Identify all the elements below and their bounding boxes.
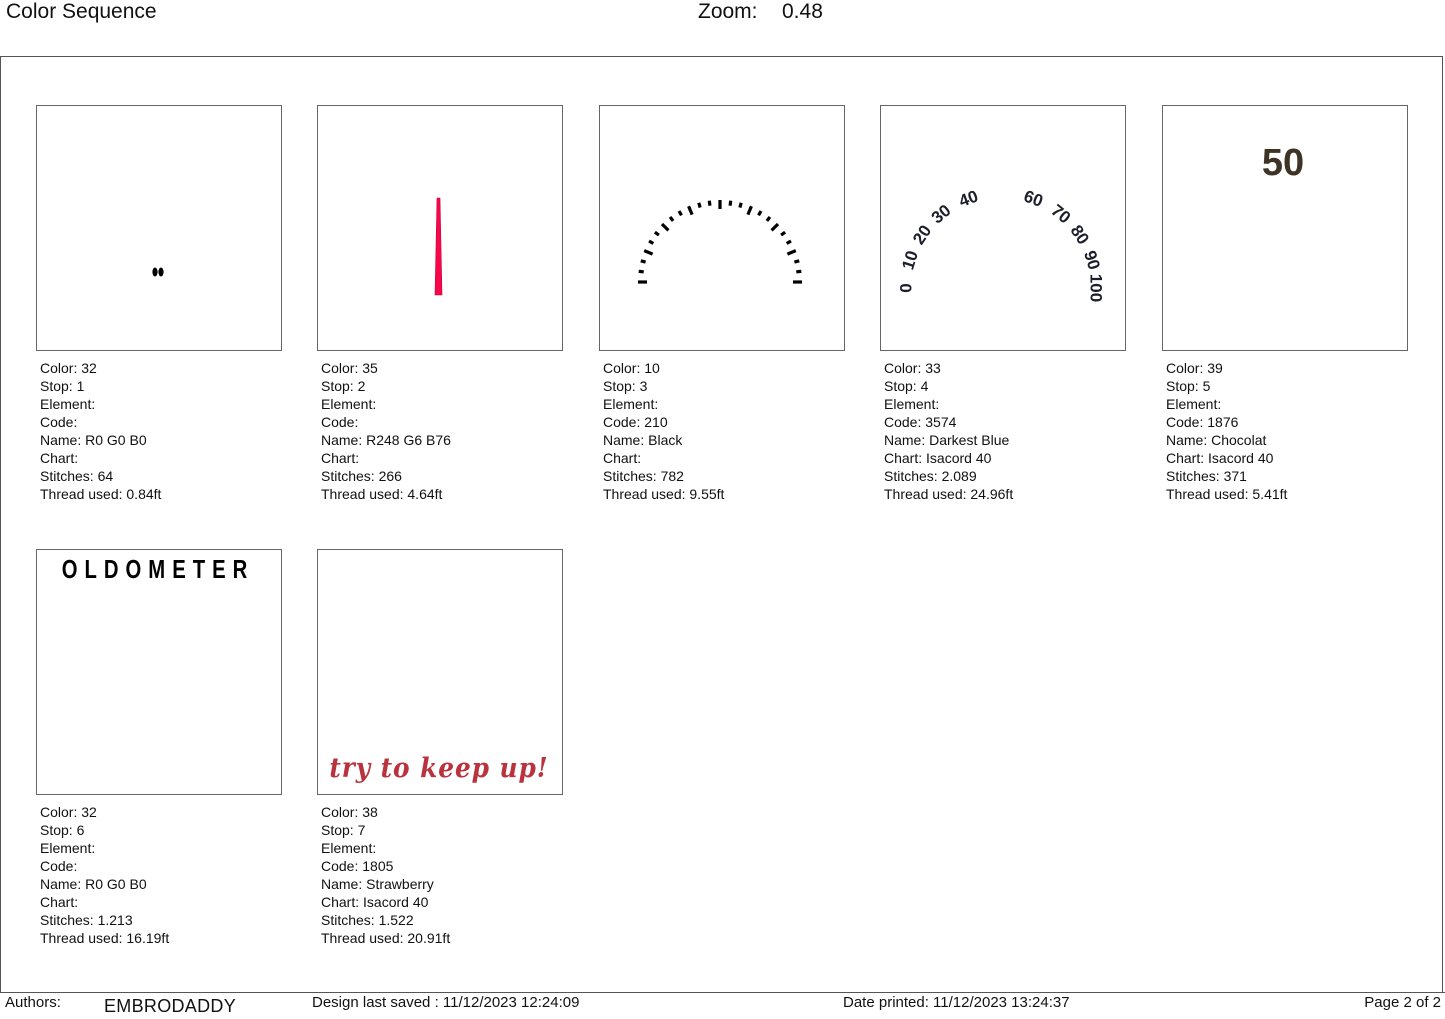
gauge-numbers-preview — [881, 106, 1126, 351]
title-text-preview — [37, 550, 282, 795]
color-value: 38 — [362, 804, 378, 820]
stop-value: 6 — [76, 822, 85, 838]
stop-value: 5 — [1202, 378, 1211, 394]
stitches-value: 782 — [660, 468, 684, 484]
code-label: Code: — [884, 414, 922, 430]
gauge-number: 10 — [898, 248, 922, 273]
stitches-label: Stitches: — [1166, 468, 1220, 484]
code-label: Code: — [321, 858, 359, 874]
gauge-number: 20 — [909, 221, 936, 248]
stitches-value: 266 — [378, 468, 402, 484]
element-label: Element: — [321, 396, 377, 412]
design-text-oldometer: OLDOMETER — [61, 554, 255, 584]
stop-label: Stop: — [40, 378, 73, 394]
name-label: Name: — [40, 432, 82, 448]
stitches-label: Stitches: — [603, 468, 657, 484]
gauge-tick — [787, 241, 791, 244]
code-value: 1876 — [1207, 414, 1239, 430]
chart-label: Chart: — [1166, 450, 1205, 466]
name-value: Chocolat — [1211, 432, 1267, 448]
color-value: 10 — [644, 360, 660, 376]
chart-label: Chart: — [321, 450, 360, 466]
gauge-number: 100 — [1086, 273, 1106, 303]
gauge-tick — [759, 211, 762, 215]
chart-label: Chart: — [603, 450, 642, 466]
chart-label: Chart: — [321, 894, 360, 910]
gauge-tick — [679, 211, 682, 215]
stop-value: 3 — [639, 378, 648, 394]
gauge-tick — [670, 217, 673, 221]
chart-value: Isacord 40 — [363, 894, 429, 910]
pivot-right-dot — [158, 268, 163, 277]
code-label: Code: — [603, 414, 641, 430]
stitch-preview — [36, 105, 282, 351]
date-printed: Date printed: 11/12/2023 13:24:37 — [843, 994, 1070, 1011]
gauge-number: 90 — [1080, 248, 1104, 273]
stop-value: 7 — [357, 822, 366, 838]
stitches-label: Stitches: — [321, 468, 375, 484]
gauge-tick — [662, 224, 668, 230]
gauge-tick — [641, 261, 646, 262]
authors-label: Authors: — [5, 994, 61, 1011]
speed-value-preview — [1163, 106, 1408, 351]
color-label: Color: — [40, 360, 78, 376]
thread-value: 5.41ft — [1252, 486, 1288, 502]
needle-pivot-preview — [37, 106, 282, 351]
name-label: Name: — [1166, 432, 1208, 448]
thread-value: 20.91ft — [407, 930, 451, 946]
stitches-value: 64 — [97, 468, 114, 484]
chart-label: Chart: — [40, 450, 79, 466]
design-text-50: 50 — [1261, 142, 1305, 184]
code-label: Code: — [1166, 414, 1204, 430]
thread-value: 24.96ft — [970, 486, 1014, 502]
authors-value: EMBRODADDY — [104, 996, 237, 1016]
stop-label: Stop: — [321, 822, 354, 838]
gauge-tick — [644, 251, 652, 255]
chart-value: Isacord 40 — [1208, 450, 1274, 466]
gauge-tick — [649, 241, 653, 244]
gauge-tick — [730, 201, 731, 206]
stitch-preview — [880, 105, 1126, 351]
name-label: Name: — [603, 432, 645, 448]
stitch-preview — [1162, 105, 1408, 351]
color-value: 32 — [81, 360, 97, 376]
name-value: R0 G0 B0 — [85, 432, 147, 448]
thread-label: Thread used: — [603, 486, 686, 502]
element-label: Element: — [884, 396, 940, 412]
color-label: Color: — [884, 360, 922, 376]
gauge-number: 0 — [896, 283, 916, 293]
code-value: 210 — [644, 414, 668, 430]
gauge-tick — [709, 201, 710, 206]
color-label: Color: — [40, 804, 78, 820]
page-title: Color Sequence — [6, 0, 157, 23]
color-value: 39 — [1207, 360, 1223, 376]
stitches-value: 2.089 — [941, 468, 977, 484]
gauge-tick — [699, 203, 700, 208]
stitches-label: Stitches: — [884, 468, 938, 484]
thread-value: 16.19ft — [126, 930, 170, 946]
gauge-numbers — [896, 187, 1105, 303]
gauge-number: 40 — [956, 186, 981, 211]
gauge-tick — [781, 232, 785, 235]
stitches-label: Stitches: — [321, 912, 375, 928]
stop-label: Stop: — [1166, 378, 1199, 394]
thread-label: Thread used: — [884, 486, 967, 502]
name-value: Strawberry — [366, 876, 434, 892]
stop-value: 1 — [76, 378, 85, 394]
code-label: Code: — [40, 858, 78, 874]
gauge-tick — [767, 217, 770, 221]
name-value: R248 G6 B76 — [366, 432, 451, 448]
design-text-tagline: try to keep up! — [329, 753, 549, 785]
needle-preview — [318, 106, 563, 351]
stop-label: Stop: — [884, 378, 917, 394]
name-value: R0 G0 B0 — [85, 876, 147, 892]
stitches-label: Stitches: — [40, 912, 94, 928]
stitch-preview — [317, 105, 563, 351]
stitches-value: 371 — [1223, 468, 1247, 484]
code-value: 3574 — [925, 414, 957, 430]
pivot-left-dot — [152, 268, 157, 277]
thread-value: 0.84ft — [126, 486, 162, 502]
gauge-tick — [772, 224, 778, 230]
page-number: Page 2 of 2 — [1364, 994, 1441, 1011]
thread-label: Thread used: — [321, 930, 404, 946]
name-label: Name: — [884, 432, 926, 448]
gauge-tick — [689, 206, 693, 214]
thread-label: Thread used: — [40, 930, 123, 946]
stitches-value: 1.522 — [378, 912, 414, 928]
stop-label: Stop: — [40, 822, 73, 838]
gauge-number: 70 — [1047, 200, 1075, 228]
footer-divider — [0, 992, 1445, 993]
chart-value: Isacord 40 — [926, 450, 992, 466]
color-label: Color: — [321, 360, 359, 376]
thread-value: 9.55ft — [689, 486, 725, 502]
gauge-tick — [740, 203, 741, 208]
gauge-ticks-preview — [600, 106, 845, 351]
thread-label: Thread used: — [321, 486, 404, 502]
stop-label: Stop: — [603, 378, 636, 394]
code-label: Code: — [321, 414, 359, 430]
tagline-preview — [318, 550, 563, 795]
element-label: Element: — [1166, 396, 1222, 412]
thread-label: Thread used: — [1166, 486, 1249, 502]
stop-value: 4 — [920, 378, 929, 394]
stitch-preview — [36, 549, 282, 795]
gauge-needle — [435, 198, 442, 295]
stitches-value: 1.213 — [97, 912, 133, 928]
gauge-tick — [639, 271, 644, 272]
color-value: 32 — [81, 804, 97, 820]
name-label: Name: — [321, 432, 363, 448]
gauge-tick — [796, 271, 801, 272]
gauge-ticks — [638, 200, 802, 282]
color-value: 35 — [362, 360, 378, 376]
design-last-saved: Design last saved : 11/12/2023 12:24:09 — [312, 994, 580, 1011]
element-label: Element: — [321, 840, 377, 856]
color-label: Color: — [321, 804, 359, 820]
code-label: Code: — [40, 414, 78, 430]
chart-label: Chart: — [40, 894, 79, 910]
zoom-label: Zoom: — [698, 0, 758, 23]
gauge-number: 80 — [1066, 221, 1093, 248]
color-label: Color: — [1166, 360, 1204, 376]
gauge-tick — [787, 251, 795, 255]
gauge-number: 30 — [927, 200, 955, 228]
element-label: Element: — [40, 396, 96, 412]
element-label: Element: — [603, 396, 659, 412]
name-value: Darkest Blue — [929, 432, 1010, 448]
gauge-number: 60 — [1021, 186, 1046, 211]
name-label: Name: — [321, 876, 363, 892]
color-label: Color: — [603, 360, 641, 376]
thread-value: 4.64ft — [407, 486, 443, 502]
stop-value: 2 — [357, 378, 366, 394]
color-value: 33 — [925, 360, 941, 376]
stop-label: Stop: — [321, 378, 354, 394]
gauge-tick — [748, 206, 752, 214]
element-label: Element: — [40, 840, 96, 856]
thread-label: Thread used: — [40, 486, 123, 502]
gauge-tick — [655, 232, 659, 235]
code-value: 1805 — [362, 858, 394, 874]
name-label: Name: — [40, 876, 82, 892]
zoom-value: 0.48 — [782, 0, 823, 23]
gauge-tick — [794, 261, 799, 262]
stitch-preview — [599, 105, 845, 351]
stitch-preview — [317, 549, 563, 795]
name-value: Black — [648, 432, 683, 448]
chart-label: Chart: — [884, 450, 923, 466]
stitches-label: Stitches: — [40, 468, 94, 484]
